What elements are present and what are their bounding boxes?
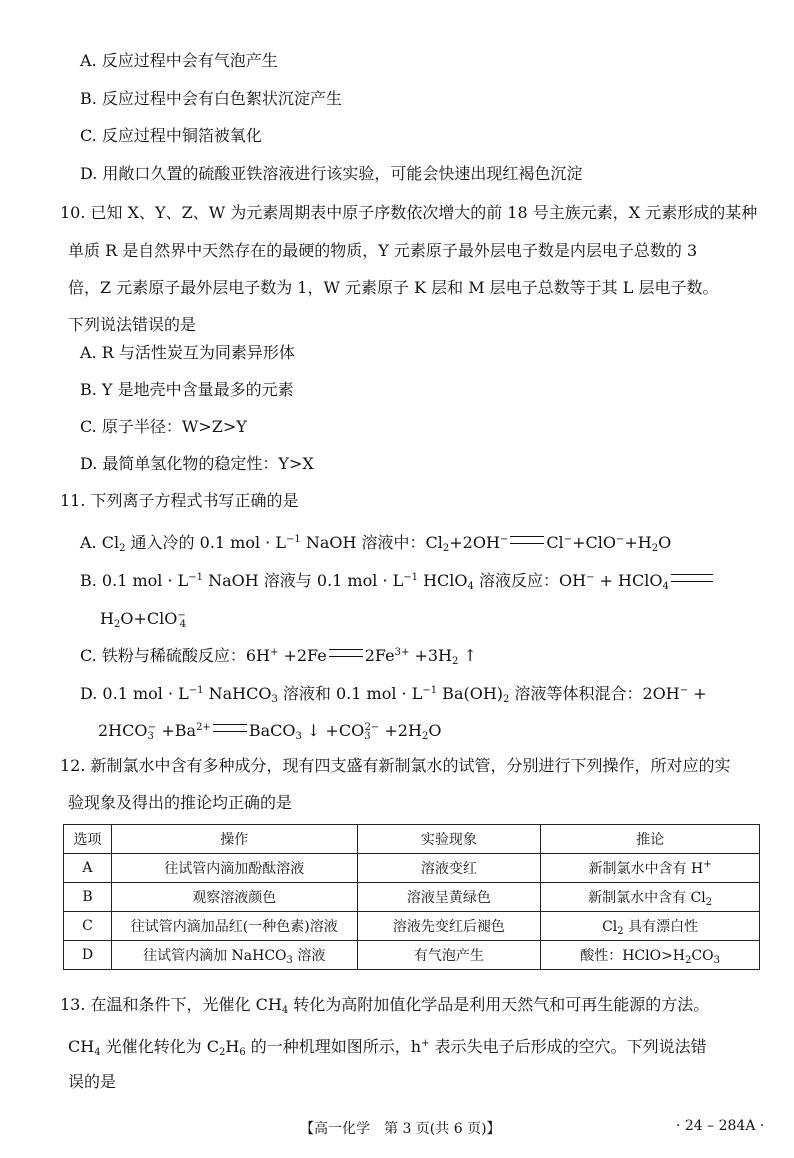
q11-d-part: BaCO	[248, 721, 296, 740]
q11-d-part: +	[688, 684, 707, 703]
inference-sub: 3	[713, 954, 720, 966]
q11-d-sup: −	[679, 685, 689, 696]
equals-sign	[329, 649, 363, 657]
q11-c-part: C. 铁粉与稀硫酸反应：6H	[80, 646, 270, 665]
page-footer-code: · 24 – 284A ·	[676, 1118, 765, 1134]
q11-d-sup: −	[147, 722, 157, 733]
q11-d-part: ↓ +CO	[301, 721, 365, 740]
page-footer-center: 【高一化学 第 3 页(共 6 页)】	[300, 1121, 501, 1137]
q13-stem-line1	[60, 994, 709, 1022]
q11-d-part: 溶液等体积混合：2OH	[509, 684, 680, 703]
q11-option-d	[80, 680, 707, 711]
table-header-cell: 推论	[541, 825, 760, 854]
q11-c-sub: 2	[452, 656, 459, 667]
q10-option-b: B. Y 是地壳中含量最多的元素	[80, 380, 294, 399]
q11-a-part: Cl	[546, 533, 564, 552]
table-cell-option: C	[64, 912, 112, 941]
q13-sub: 6	[239, 1047, 246, 1058]
q11-d-sup: −1	[422, 685, 438, 696]
table-cell-operation: 往试管内滴加酚酞溶液	[111, 854, 357, 883]
table-cell-option: B	[64, 883, 112, 912]
q11-b-sup: −1	[188, 572, 204, 583]
q9-option-a: A. 反应过程中会有气泡产生	[80, 51, 278, 70]
q11-d-part: NaHCO	[203, 684, 272, 703]
table-cell-inference	[541, 941, 760, 970]
q11-d-sub: 2	[421, 731, 429, 742]
q11-b-part: NaOH 溶液与 0.1 mol · L	[203, 571, 404, 590]
q11-c-sup: +	[269, 647, 279, 658]
q11-d-part: 2HCO	[98, 721, 148, 740]
q11-b-part: B. 0.1 mol · L	[80, 571, 189, 590]
q9-option-b: B. 反应过程中会有白色絮状沉淀产生	[80, 89, 342, 108]
q13-sub: 4	[94, 1047, 101, 1058]
q11-a-sup: −	[615, 534, 625, 545]
q11-b-sup: −	[586, 572, 595, 583]
q11-b-sup: −	[177, 610, 186, 621]
q11-d-part: +2H	[379, 721, 422, 740]
q10-stem-line1: 10. 已知 X、Y、Z、W 为元素周期表中原子序数依次增大的前 18 号主族元素，X 元素形成的某种	[60, 203, 758, 222]
q11-a-part: 通入冷的 0.1 mol · L	[125, 533, 286, 552]
q11-option-a	[80, 529, 671, 560]
q11-option-d-cont	[98, 717, 441, 748]
q11-a-part: +2OH	[449, 533, 500, 552]
q11-a-part: +ClO	[572, 533, 616, 552]
table-cell-operation	[111, 941, 357, 970]
q11-stem: 11. 下列离子方程式书写正确的是	[60, 491, 299, 510]
equals-sign	[213, 724, 247, 732]
q12-stem-line2: 验现象及得出的推论均正确的是	[68, 793, 293, 812]
q11-b-sub: 4	[467, 581, 474, 592]
q11-c-part: 2Fe	[364, 646, 395, 665]
q11-d-sup: −1	[188, 685, 204, 696]
q10-option-a: A. R 与活性炭互为同素异形体	[80, 343, 295, 362]
inference-text: Cl	[602, 918, 618, 935]
q11-d-sub: 2	[503, 694, 510, 705]
table-header-cell: 实验现象	[357, 825, 541, 854]
table-row	[64, 912, 760, 941]
inference-text: 具有漂白性	[623, 918, 699, 935]
table-row	[64, 941, 760, 970]
q11-a-part: NaOH 溶液中：Cl	[300, 533, 443, 552]
q11-a-part: +H	[624, 533, 652, 552]
inference-text: 新制氯水中含有 H	[588, 861, 704, 877]
q11-a-sub: 2	[119, 543, 126, 554]
q11-b-sup: −1	[403, 572, 418, 583]
q11-b-sub: 4	[662, 581, 669, 592]
q11-d-sub: 3	[147, 731, 154, 742]
table-cell-inference	[541, 912, 760, 941]
q13-sub: 4	[281, 1005, 289, 1016]
q11-b-part: 溶液反应：OH	[473, 571, 587, 590]
q13-stem-line3: 误的是	[68, 1072, 117, 1091]
q11-a-sup: −	[563, 534, 573, 545]
q10-option-c: C. 原子半径：W>Z>Y	[80, 417, 247, 436]
q11-d-sup: 2−	[364, 722, 380, 733]
q13-text: H	[225, 1037, 240, 1056]
table-cell-inference	[541, 883, 760, 912]
q11-a-part: O	[658, 533, 672, 552]
q12-stem-line1: 12. 新制氯水中含有多种成分，现有四支盛有新制氯水的试管，分别进行下列操作，所对应的实	[60, 756, 731, 775]
table-cell-phenomenon: 溶液变红	[357, 854, 541, 883]
q11-b-part: H	[100, 609, 114, 628]
q11-a-sup: −1	[285, 534, 301, 545]
inference-sup: +	[703, 859, 712, 870]
q11-d-part: +Ba	[156, 721, 197, 740]
q9-option-c: C. 反应过程中铜箔被氧化	[80, 126, 262, 145]
equals-sign	[671, 574, 713, 582]
table-cell-option: D	[64, 941, 112, 970]
table-row	[64, 854, 760, 883]
q11-a-sub: 2	[442, 543, 450, 554]
inference-text: CO	[691, 947, 714, 964]
q13-text: 光催化转化为 C	[100, 1037, 219, 1056]
q11-b-part: + HClO	[594, 571, 663, 590]
q11-a-part: A. Cl	[80, 533, 120, 552]
q11-b-part: HClO	[417, 571, 468, 590]
q11-d-part: D. 0.1 mol · L	[80, 684, 189, 703]
inference-sub: 2	[705, 896, 713, 908]
q11-d-sub: 3	[271, 694, 278, 705]
q13-text: 转化为高附加值化学品是利用天然气和可再生能源的方法。	[288, 995, 710, 1014]
q13-sup: +	[421, 1038, 430, 1049]
table-header-cell: 操作	[111, 825, 357, 854]
q11-d-part: O	[428, 721, 442, 740]
equals-sign	[510, 536, 544, 544]
q11-d-part: Ba(OH)	[437, 684, 504, 703]
table-cell-operation: 观察溶液颜色	[111, 883, 357, 912]
table-cell-operation: 往试管内滴加品红(一种色素)溶液	[111, 912, 357, 941]
q11-option-c	[80, 642, 477, 673]
q10-stem-line2: 单质 R 是自然界中天然存在的最硬的物质，Y 元素原子最外层电子数是内层电子总数的 3	[68, 241, 698, 260]
q10-stem-line3: 倍，Z 元素原子最外层电子数为 1，W 元素原子 K 层和 M 层电子总数等于其 L 层电子数。	[68, 278, 719, 297]
inference-sub: 2	[617, 925, 624, 937]
table-cell-phenomenon: 溶液先变红后褪色	[357, 912, 541, 941]
q11-option-b	[80, 567, 715, 598]
inference-text: 新制氯水中含有 Cl	[588, 889, 706, 906]
q11-option-b-cont	[100, 605, 186, 636]
q11-c-sup: 3+	[394, 647, 410, 658]
table-cell-phenomenon: 溶液呈黄绿色	[357, 883, 541, 912]
table-header-row	[64, 825, 760, 854]
q11-d-sub: 3	[364, 731, 371, 742]
inference-text: 酸性：HClO>H	[580, 947, 686, 964]
q11-d-sup: 2+	[196, 722, 211, 733]
q11-b-sub: 4	[179, 619, 187, 630]
operation-sub: 3	[286, 954, 293, 966]
q10-stem-line4: 下列说法错误的是	[68, 315, 197, 334]
table-cell-phenomenon: 有气泡产生	[357, 941, 541, 970]
q13-text: 13. 在温和条件下，光催化 CH	[60, 995, 282, 1014]
q13-text: CH	[68, 1037, 95, 1056]
q13-stem-line2	[68, 1033, 707, 1064]
q11-b-part: O+ClO	[120, 609, 178, 628]
operation-text: 溶液	[292, 947, 326, 964]
q13-text: 的一种机理如图所示，h	[245, 1037, 422, 1056]
q11-b-sub: 2	[113, 619, 121, 630]
q11-a-sup: −	[499, 534, 509, 545]
table-row	[64, 883, 760, 912]
table-header-cell: 选项	[64, 825, 112, 854]
q11-c-part: +3H	[409, 646, 452, 665]
inference-sub: 2	[685, 954, 692, 966]
q13-text: 表示失电子后形成的空穴。下列说法错	[429, 1037, 707, 1056]
table-cell-inference	[541, 854, 760, 883]
operation-text: 往试管内滴加 NaHCO	[143, 947, 287, 964]
q11-d-sub: 3	[295, 731, 302, 742]
q11-d-part: 溶液和 0.1 mol · L	[277, 684, 423, 703]
q9-option-d: D. 用敞口久置的硫酸亚铁溶液进行该实验，可能会快速出现红褐色沉淀	[80, 164, 583, 183]
q11-c-part: +2Fe	[278, 646, 327, 665]
q12-table	[63, 824, 760, 970]
q10-option-d: D. 最简单氢化物的稳定性：Y>X	[80, 454, 314, 473]
q11-c-part: ↑	[458, 646, 477, 665]
table-cell-option: A	[64, 854, 112, 883]
q11-a-sub: 2	[651, 543, 659, 554]
q13-sub: 2	[219, 1047, 226, 1058]
